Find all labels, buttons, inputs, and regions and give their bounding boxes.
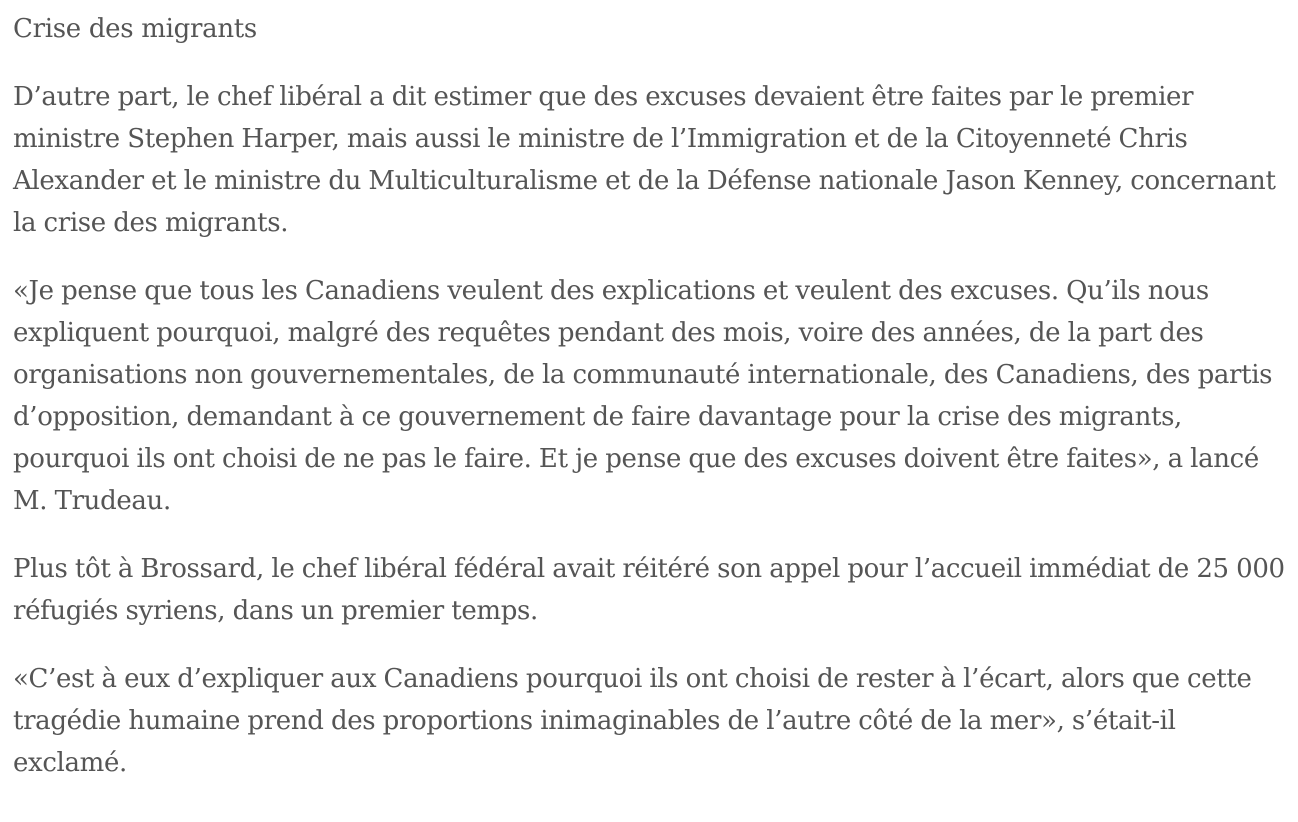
article-paragraph: D’autre part, le chef libéral a dit estimer que des excuses devaient être faites par le premier ministre Stephen Harper, mais aussi le ministre de l’Immigration et de la Citoyenneté Chris Alexander et le ministre du Multiculturalisme et de la Défense nationale Jason Kenney, concernant la crise des migrants. [13, 82, 1276, 238]
section-subheading: Crise des migrants [13, 14, 257, 44]
article-paragraph-quote: «C’est à eux d’expliquer aux Canadiens pourquoi ils ont choisi de rester à l’écart, alors que cette tragédie humaine prend des proportions inimaginables de l’autre côté de la mer», s’était-il exclamé. [13, 664, 1252, 778]
article-paragraph-quote: «Je pense que tous les Canadiens veulent des explications et veulent des excuses. Qu’ils nous expliquent pourquoi, malgré des requêtes pendant des mois, voire des années, de la part des organisations non gouvernementales, de la communauté internationale, des Canadiens, des partis d’opposition, demandant à ce gouvernement de faire davantage pour la crise des migrants, pourquoi ils ont choisi de ne pas le faire. Et je pense que des excuses doivent être faites», a lancé M. Trudeau. [13, 276, 1273, 516]
article-paragraph: Plus tôt à Brossard, le chef libéral fédéral avait réitéré son appel pour l’accueil immédiat de 25 000 réfugiés syriens, dans un premier temps. [13, 554, 1285, 626]
article-body [13, 8, 1285, 810]
